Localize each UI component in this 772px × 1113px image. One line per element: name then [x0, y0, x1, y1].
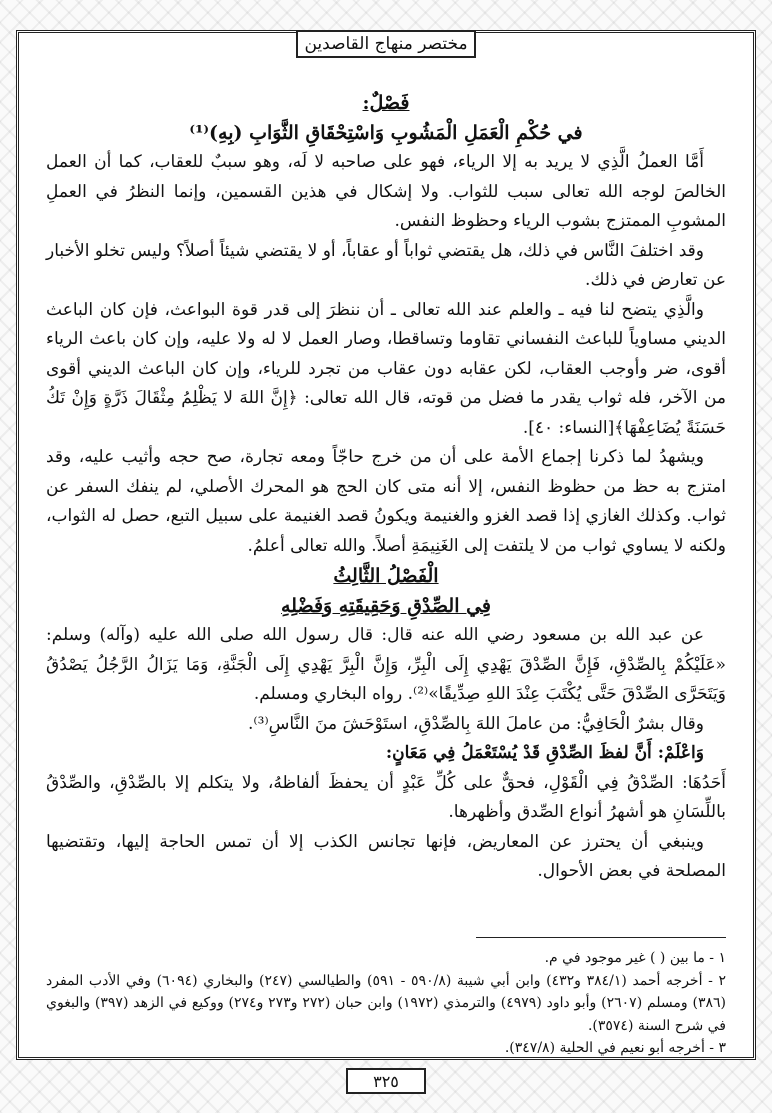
running-header	[296, 30, 476, 58]
paragraph: عن عبد الله بن مسعود رضي الله عنه قال: قال رسول الله صلى الله عليه (وآله) وسلم: «عَلَيْكُمْ بِالصِّدْقِ، فَإِنَّ الصِّدْقَ يَهْدِي إِلَى الْبِرِّ، وَإِنَّ الْبِرَّ يَهْدِي إِلَى الْجَنَّةِ، وَمَا يَزَالُ الرَّجُلُ يَصْدُقُ وَيَتَحَرَّى الصِّدْقَ حَتَّى يُكْتَبَ عِنْدَ اللهِ صِدِّيقًا»⁽²⁾. رواه البخاري ومسلم.	[46, 625, 726, 704]
main-text	[46, 88, 726, 887]
paragraph: أَمَّا العملُ الَّذِي لا يريد به إلا الرياء، فهو على صاحبه لا لَه، وهو سببٌ للعقاب، كما أن العمل الخالصَ لوجه الله تعالى سبب للثواب. ولا إشكال في هذين القسمين، وإنما النظرُ في العملِ المشوبِ الممتزج بشوب الرياء وحظوظ النفس.	[46, 152, 726, 231]
page-number: ٣٢٥	[373, 1071, 399, 1091]
footnote: ٢ - أخرجه أحمد (٣٨٤/١ و٤٣٢) وابن أبي شيبة (٥٩٠/٨ - ٥٩١) والطيالسي (٢٤٧) والبخاري (٦٠٩٤) وفي الأدب المفرد (٣٨٦) ومسلم (٢٦٠٧) وأبو داود (٤٩٧٩) والترمذي (١٩٧٢) وابن حبان (٢٧٢ و٢٧٣ و٢٧٤) ووكيع في الزهد (٣٩٧) والبغوي في شرح السنة (٣٥٧٤).	[46, 972, 726, 1034]
section-title: في حُكْمِ الْعَمَلِ الْمَشُوبِ وَاسْتِحْقَاقِ الثَّوَابِ (بِهِ)⁽¹⁾	[189, 122, 583, 144]
paragraph: ويشهدُ لما ذكرنا إجماع الأمة على أن من خرج حاجّاً ومعه تجارة، صح حجه وأثيب عليه، وقد امتزج به حظ من حظوظ النفس، إلا أنه متى كان الحج هو المحرك الأصلي، لم ينفك السفر عن ثواب. وكذلك الغازي إذا قصد الغزو والغنيمة ويكونُ قصد الغنيمة على سبيل التبع، حصل له الثواب، ولكنه لا يساوي ثواب من لا يلتفت إلى الغَنِيمَةِ أصلاً. والله تعالى أعلمُ.	[46, 447, 726, 556]
page-number-box	[346, 1068, 426, 1094]
chapter-label: الْفَصْلُ الثَّالِثُ	[333, 565, 439, 587]
paragraph: وقال بشرٌ الْحَافِيُّ: من عاملَ اللهَ بِالصِّدْقِ، استَوْحَشَ منَ النَّاسِ⁽³⁾.	[248, 713, 704, 734]
chapter-title: فِي الصِّدْقِ وَحَقِيقَتِهِ وَفَضْلِهِ	[280, 595, 492, 617]
paragraph: وقد اختلفَ النَّاس في ذلك، هل يقتضي ثواباً أو عقاباً، أو لا يقتضي شيئاً أصلاً؟ وليس تخلو الأخبار عن تعارض في ذلك.	[46, 240, 726, 290]
paragraph: وينبغي أن يحترز عن المعاريض، فإنها تجانس الكذب إلا أن تمس الحاجة إليها، وتقتضيها المصلحة في بعض الأحوال.	[46, 831, 726, 881]
footnote: ١ - ما بين ( ) غير موجود في م.	[544, 950, 726, 966]
section-label: فَصْلٌ:	[362, 92, 410, 114]
footnote: ٣ - أخرجه أبو نعيم في الحلية (٣٤٧/٨).	[504, 1040, 726, 1056]
footnotes	[46, 947, 726, 1060]
book-title: مختصر منهاج القاصدين	[304, 34, 468, 54]
paragraph: وَاعْلَمْ: أَنَّ لفظَ الصِّدْقِ قَدْ يُسْتَعْمَلُ فِي مَعَانٍ:	[385, 743, 704, 763]
paragraph: والَّذِي يتضح لنا فيه ـ والعلم عند الله تعالى ـ أن ننظرَ إلى قدر قوة البواعث، فإن كان الباعث الديني مساوياً للباعث النفساني تقاوما وتساقطا، وصار العمل لا له ولا عليه، وإن كان باعث الرياء أقوى، ضر وأوجب العقاب، لكن عقابه دون عقاب من تجرد للرياء، وإن كان الباعث الديني أقوى من الآخر، فله ثواب يقدر ما فضل من قوته، قال الله تعالى: ﴿إِنَّ اللهَ لا يَظْلِمُ مِثْقَالَ ذَرَّةٍ وَإِنْ تَكُ حَسَنَةً يُضَاعِفْهَا﴾[النساء: ٤٠].	[46, 299, 726, 438]
footnote-divider	[476, 937, 726, 938]
paragraph: أَحَدُهَا: الصِّدْقُ فِي الْقَوْلِ، فحقٌّ على كُلِّ عَبْدٍ أن يحفظَ ألفاظهُ، ولا يتكلم إلا بالصِّدْقِ، والصِّدْقُ باللِّسَانِ هو أشهرُ أنواع الصِّدق وأظهرها.	[46, 772, 726, 822]
